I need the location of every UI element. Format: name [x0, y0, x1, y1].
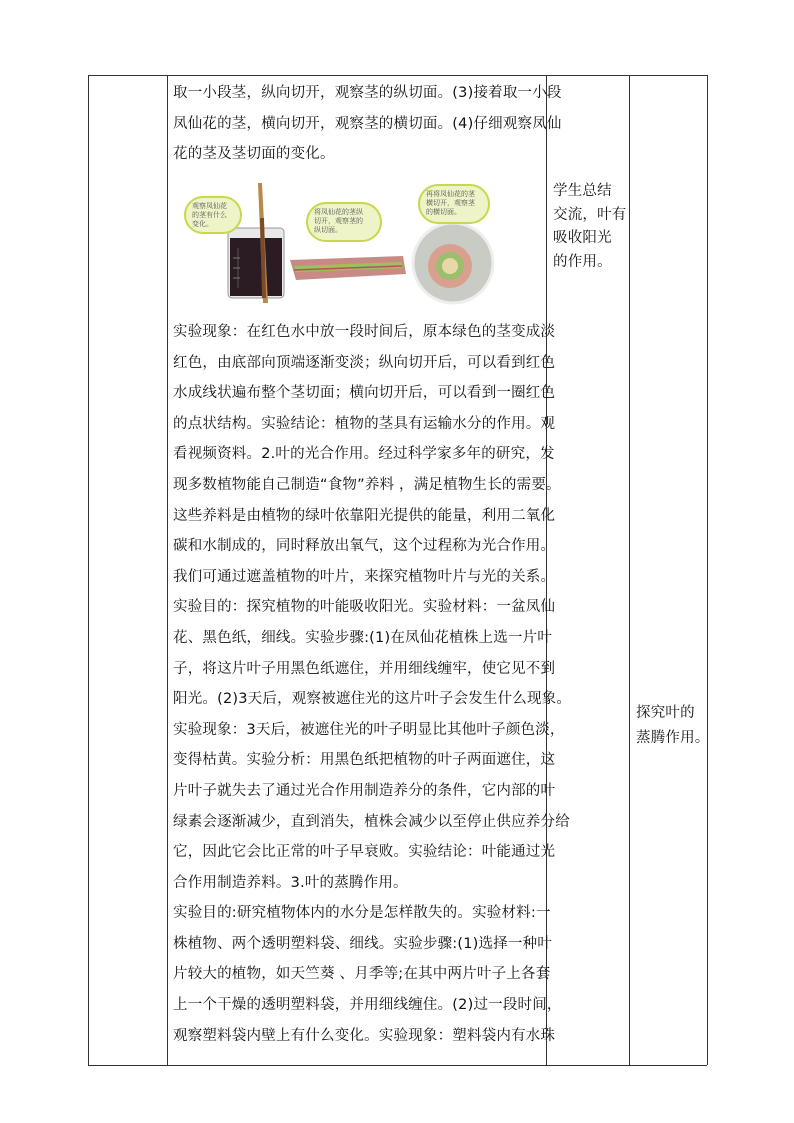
experiment-figure — [178, 178, 508, 306]
text-line: 水成线状遍布整个茎切面；横向切开后，可以看到一圈红色 — [173, 385, 556, 402]
table-border-right — [707, 75, 708, 1065]
cross-section-image — [413, 223, 493, 303]
stem-slice-image — [290, 256, 406, 280]
table-border-left — [88, 75, 89, 1065]
text-line: 这些养料是由植物的绿叶依靠阳光提供的能量，利用二氧化 — [173, 507, 556, 524]
text-line: 吸收阳光 — [553, 230, 612, 246]
text-line: 探究叶的 — [636, 705, 695, 721]
text-line: 的作用。 — [553, 253, 612, 270]
text-line: 取一小段茎，纵向切开，观察茎的纵切面。(3)接着取一小段 — [173, 85, 562, 101]
text-line: 花的茎及茎切面的变化。 — [173, 146, 335, 163]
text-line: 子，将这片叶子用黑色纸遮住，并用细线缠牢，使它见不到 — [173, 660, 556, 677]
text-line: 它，因此它会比正常的叶子早衰败。实验结论：叶能通过光 — [173, 844, 556, 861]
text-line: 株植物、两个透明塑料袋、细线。实验步骤:(1)选择一种叶 — [173, 935, 553, 952]
text-line: 实验目的:研究植物体内的水分是怎样散失的。实验材料:一 — [173, 905, 551, 922]
text-line: 实验现象：在红色水中放一段时间后，原本绿色的茎变成淡 — [173, 324, 556, 340]
text-line: 实验现象：3天后，被遮住光的叶子明显比其他叶子颜色淡， — [173, 721, 565, 738]
text-line: 学生总结 — [553, 183, 612, 199]
table-border-top — [88, 75, 707, 76]
text-line: 阳光。(2)3天后，观察被遮住光的这片叶子会发生什么现象。 — [173, 691, 572, 708]
text-line: 变得枯黄。实验分析：用黑色纸把植物的叶子两面遮住，这 — [173, 752, 556, 769]
text-line: 实验目的：探究植物的叶能吸收阳光。实验材料：一盆凤仙 — [173, 599, 556, 616]
text-line: 凤仙花的茎，横向切开，观察茎的横切面。(4)仔细观察凤仙 — [173, 115, 562, 132]
text-line: 现多数植物能自己制造“食物”养料 ，满足植物生长的需要。 — [173, 476, 561, 493]
table-divider-3 — [629, 75, 630, 1065]
text-line: 的点状结构。实验结论：植物的茎具有运输水分的作用。观 — [173, 415, 556, 432]
text-line: 碳和水制成的，同时释放出氧气，这个过程称为光合作用。 — [173, 538, 556, 555]
table-border-bottom — [88, 1065, 707, 1066]
text-line: 合作用制造养料。3.叶的蒸腾作用。 — [173, 874, 408, 891]
text-line: 看视频资料。2.叶的光合作用。经过科学家多年的研究，发 — [173, 446, 555, 463]
text-line: 片叶子就失去了通过光合作用制造养分的条件，它内部的叶 — [173, 782, 556, 799]
text-line: 绿素会逐渐减少，直到消失，植株会减少以至停止供应养分给 — [173, 813, 570, 830]
speech-bubble-cross: 再将凤仙花的茎 横切开，观察茎 的横切面。 — [418, 184, 490, 224]
main-cell-text-body — [173, 317, 572, 1051]
text-line: 观察塑料袋内壁上有什么变化。实验现象：塑料袋内有水珠 — [173, 1027, 556, 1044]
table-divider-1 — [167, 75, 168, 1065]
student-activity-cell — [553, 180, 627, 274]
text-line: 蒸腾作用。 — [636, 730, 710, 746]
text-line: 片较大的植物，如天竺葵 、月季等;在其中两片叶子上各套 — [173, 966, 551, 983]
text-line: 红色，由底部向顶端逐渐变淡；纵向切开后，可以看到红色 — [173, 354, 556, 371]
text-line: 交流，叶有 — [553, 206, 627, 223]
speech-bubble-observe: 观察凤仙花 的茎有什么 变化。 — [184, 196, 242, 234]
main-cell-text-top — [173, 78, 562, 170]
design-intent-cell — [636, 701, 710, 751]
text-line: 我们可通过遮盖植物的叶片，来探究植物叶片与光的关系。 — [173, 568, 556, 585]
speech-bubble-longitudinal: 将凤仙花的茎纵 切开，观察茎的 纵切面。 — [306, 202, 382, 242]
text-line: 上一个干燥的透明塑料袋，并用细线缠住。(2)过一段时间， — [173, 997, 562, 1014]
text-line: 花、黑色纸，细线。实验步骤:(1)在凤仙花植株上选一片叶 — [173, 629, 553, 646]
